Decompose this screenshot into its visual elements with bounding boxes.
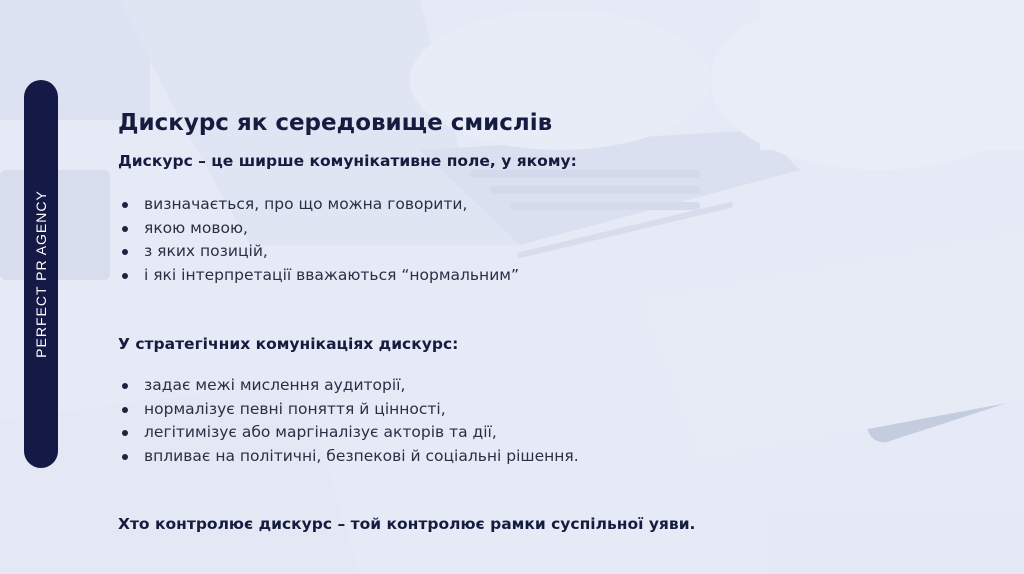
bullet-dot-icon (122, 273, 128, 279)
conclusion-statement: Хто контролює дискурс – той контролює рамки суспільної уяви. (118, 515, 696, 533)
bullet-dot-icon (122, 407, 128, 413)
list-item-text: задає межі мислення аудиторії, (144, 376, 406, 394)
list-item (118, 240, 519, 264)
content-block (118, 106, 878, 140)
list-item (118, 398, 579, 422)
list-item-text: визначається, про що можна говорити, (144, 195, 468, 213)
bullet-dot-icon (122, 226, 128, 232)
list-item (118, 217, 519, 241)
bullet-dot-icon (122, 430, 128, 436)
list-item (118, 421, 579, 445)
bullet-list-1 (118, 193, 519, 287)
list-item-text: якою мовою, (144, 218, 248, 237)
bullet-dot-icon (122, 249, 128, 255)
bullet-dot-icon (122, 202, 128, 208)
list-item-text: нормалізує певні поняття й цінності, (144, 399, 446, 418)
slide-subtitle: Дискурс – це ширше комунікативне поле, у якому: (118, 152, 577, 170)
side-brand-label: PERFECT PR AGENCY (33, 190, 49, 358)
list-item-text: з яких позицій, (144, 242, 268, 260)
bullet-dot-icon (122, 454, 128, 460)
list-item (118, 445, 579, 469)
list-item-text: і які інтерпретації вважаються “нормальним” (144, 265, 519, 284)
bullet-list-2 (118, 374, 579, 468)
bullet-dot-icon (122, 383, 128, 389)
list-item (118, 193, 519, 217)
list-item-text: впливає на політичні, безпекові й соціальні рішення. (144, 446, 579, 465)
list-item (118, 264, 519, 288)
section-heading: У стратегічних комунікаціях дискурс: (118, 335, 459, 353)
list-item-text: легітимізує або маргіналізує акторів та дії, (144, 423, 497, 441)
slide-title: Дискурс як середовище смислів (118, 110, 553, 136)
list-item (118, 374, 579, 398)
